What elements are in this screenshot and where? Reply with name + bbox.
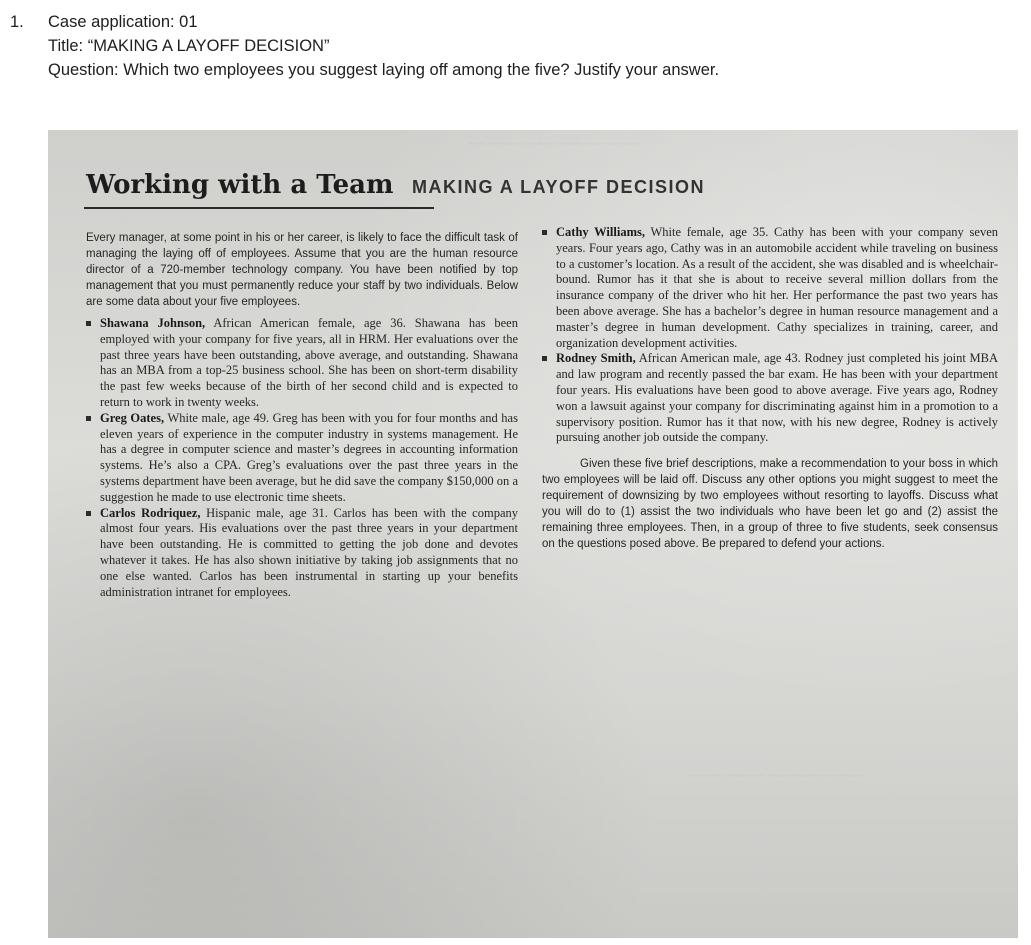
- bullet-icon: [542, 230, 547, 235]
- employee-description: White male, age 49. Greg has been with you for four months and has eleven years of experience in the computer industry in systems management. He has a degree in computer science and master’s degrees in accounting information systems. He’s also a CPA. Greg’s evaluations over the past three years in the systems department have been average, but he did save the company $150,000 on a suggestion he made to use electronic time sheets.: [100, 410, 518, 504]
- employee-name: Rodney Smith,: [556, 351, 636, 366]
- employee-description: African American female, age 36. Shawana has been employed with your company for five years, all in HRM. Her evaluations over the past three years have been outstanding, above average, and outstanding. Shawana has an MBA from a top-25 business school. She has been on short-term disability the past few weeks because of the birth of her second child and is expected to return to work in twenty weeks.: [100, 316, 518, 409]
- section-title: [86, 170, 705, 200]
- employee-entry-carlos: [86, 506, 518, 601]
- assignment-header: [10, 10, 1010, 82]
- section-title-sub: MAKING A LAYOFF DECISION: [411, 177, 705, 197]
- employee-entry-rodney: [542, 351, 998, 446]
- left-column: [86, 230, 518, 600]
- intro-paragraph: Every manager, at some point in his or her career, is likely to face the difficult task of managing the laying off of employees. Assume that you are the human resource director of a 720-member technology company. You have been notified by top management that you must permanently reduce your staff by two individuals. Below are some data about your five employees.: [86, 232, 518, 308]
- item-number: 1.: [10, 13, 24, 31]
- title-line: Title: “MAKING A LAYOFF DECISION”: [48, 37, 330, 55]
- employee-entry-cathy: [542, 225, 998, 351]
- employee-description: African American male, age 43. Rodney just completed his joint MBA and law program and recently passed the bar exam. He has been with your department four years. His evaluations have been good to above average. Five years ago, Rodney won a lawsuit against your company for discriminating against him in a promotion to a supervisory position. Rumor has it that now, with his new degree, Rodney is actively pursuing another job outside the company.: [556, 351, 998, 445]
- right-column: [542, 225, 998, 552]
- bullet-icon: [86, 511, 91, 516]
- closing-instructions: Given these five brief descriptions, make a recommendation to your boss in which two employees will be laid off. Discuss any other options you might suggest to meet the requirement of downsizing by two employees without resorting to layoffs. Discuss what you will do to (1) assist the two individuals who have been let go and (2) assist the remaining three employees. Then, in a group of three to five students, seek consensus on the questions posed above. Be prepared to defend your actions.: [542, 458, 998, 551]
- employee-name: Cathy Williams,: [556, 225, 645, 239]
- employee-name: Shawana Johnson,: [100, 316, 206, 330]
- textbook-page-photo: [48, 130, 1018, 938]
- employee-name: Carlos Rodriquez,: [100, 505, 201, 520]
- section-title-main: Working with a Team: [86, 170, 394, 200]
- employee-name: Greg Oates,: [100, 410, 165, 425]
- bullet-icon: [86, 416, 91, 421]
- employee-description: White female, age 35. Cathy has been with your company seven years. Four years ago, Cathy was in an automobile accident while traveling on business to a customer’s location. As a result of the accident, she was disabled and is wheelchair-bound. Rumor has it that she is about to receive several million dollars from the insurance company of the driver who hit her. Her performance the past two years has been above average. She has a bachelor’s degree in human resource management and a master’s degree in human development. Cathy specializes in training, career, and organization development activities.: [556, 225, 998, 350]
- bleed-through-text: ~~~~~~ ~~~~ ~~ ~~~~~~~~ ~~~ ~~~~: [688, 770, 863, 782]
- question-line: Question: Which two employees you suggest laying off among the five? Justify your answer.: [48, 61, 720, 79]
- employee-description: Hispanic male, age 31. Carlos has been with the company almost four years. His evaluations over the past three years in your department have been outstanding. He is committed to getting the job done and devotes whatever it takes. He has also shown initiative by taking job assignments that no one else wanted. Carlos has been instrumental in starting up your benefits administration intranet for employees.: [100, 505, 519, 599]
- bullet-icon: [542, 356, 547, 361]
- bullet-icon: [86, 321, 91, 326]
- case-application-line: Case application: 01: [48, 13, 198, 31]
- title-underline: [84, 207, 434, 209]
- employee-entry-greg: [86, 411, 518, 506]
- employee-entry-shawana: [86, 316, 518, 411]
- bleed-through-text: ~~~ ~~~~~~ ~~~~ ~~~~~~~~ ~~~~~~: [468, 138, 640, 150]
